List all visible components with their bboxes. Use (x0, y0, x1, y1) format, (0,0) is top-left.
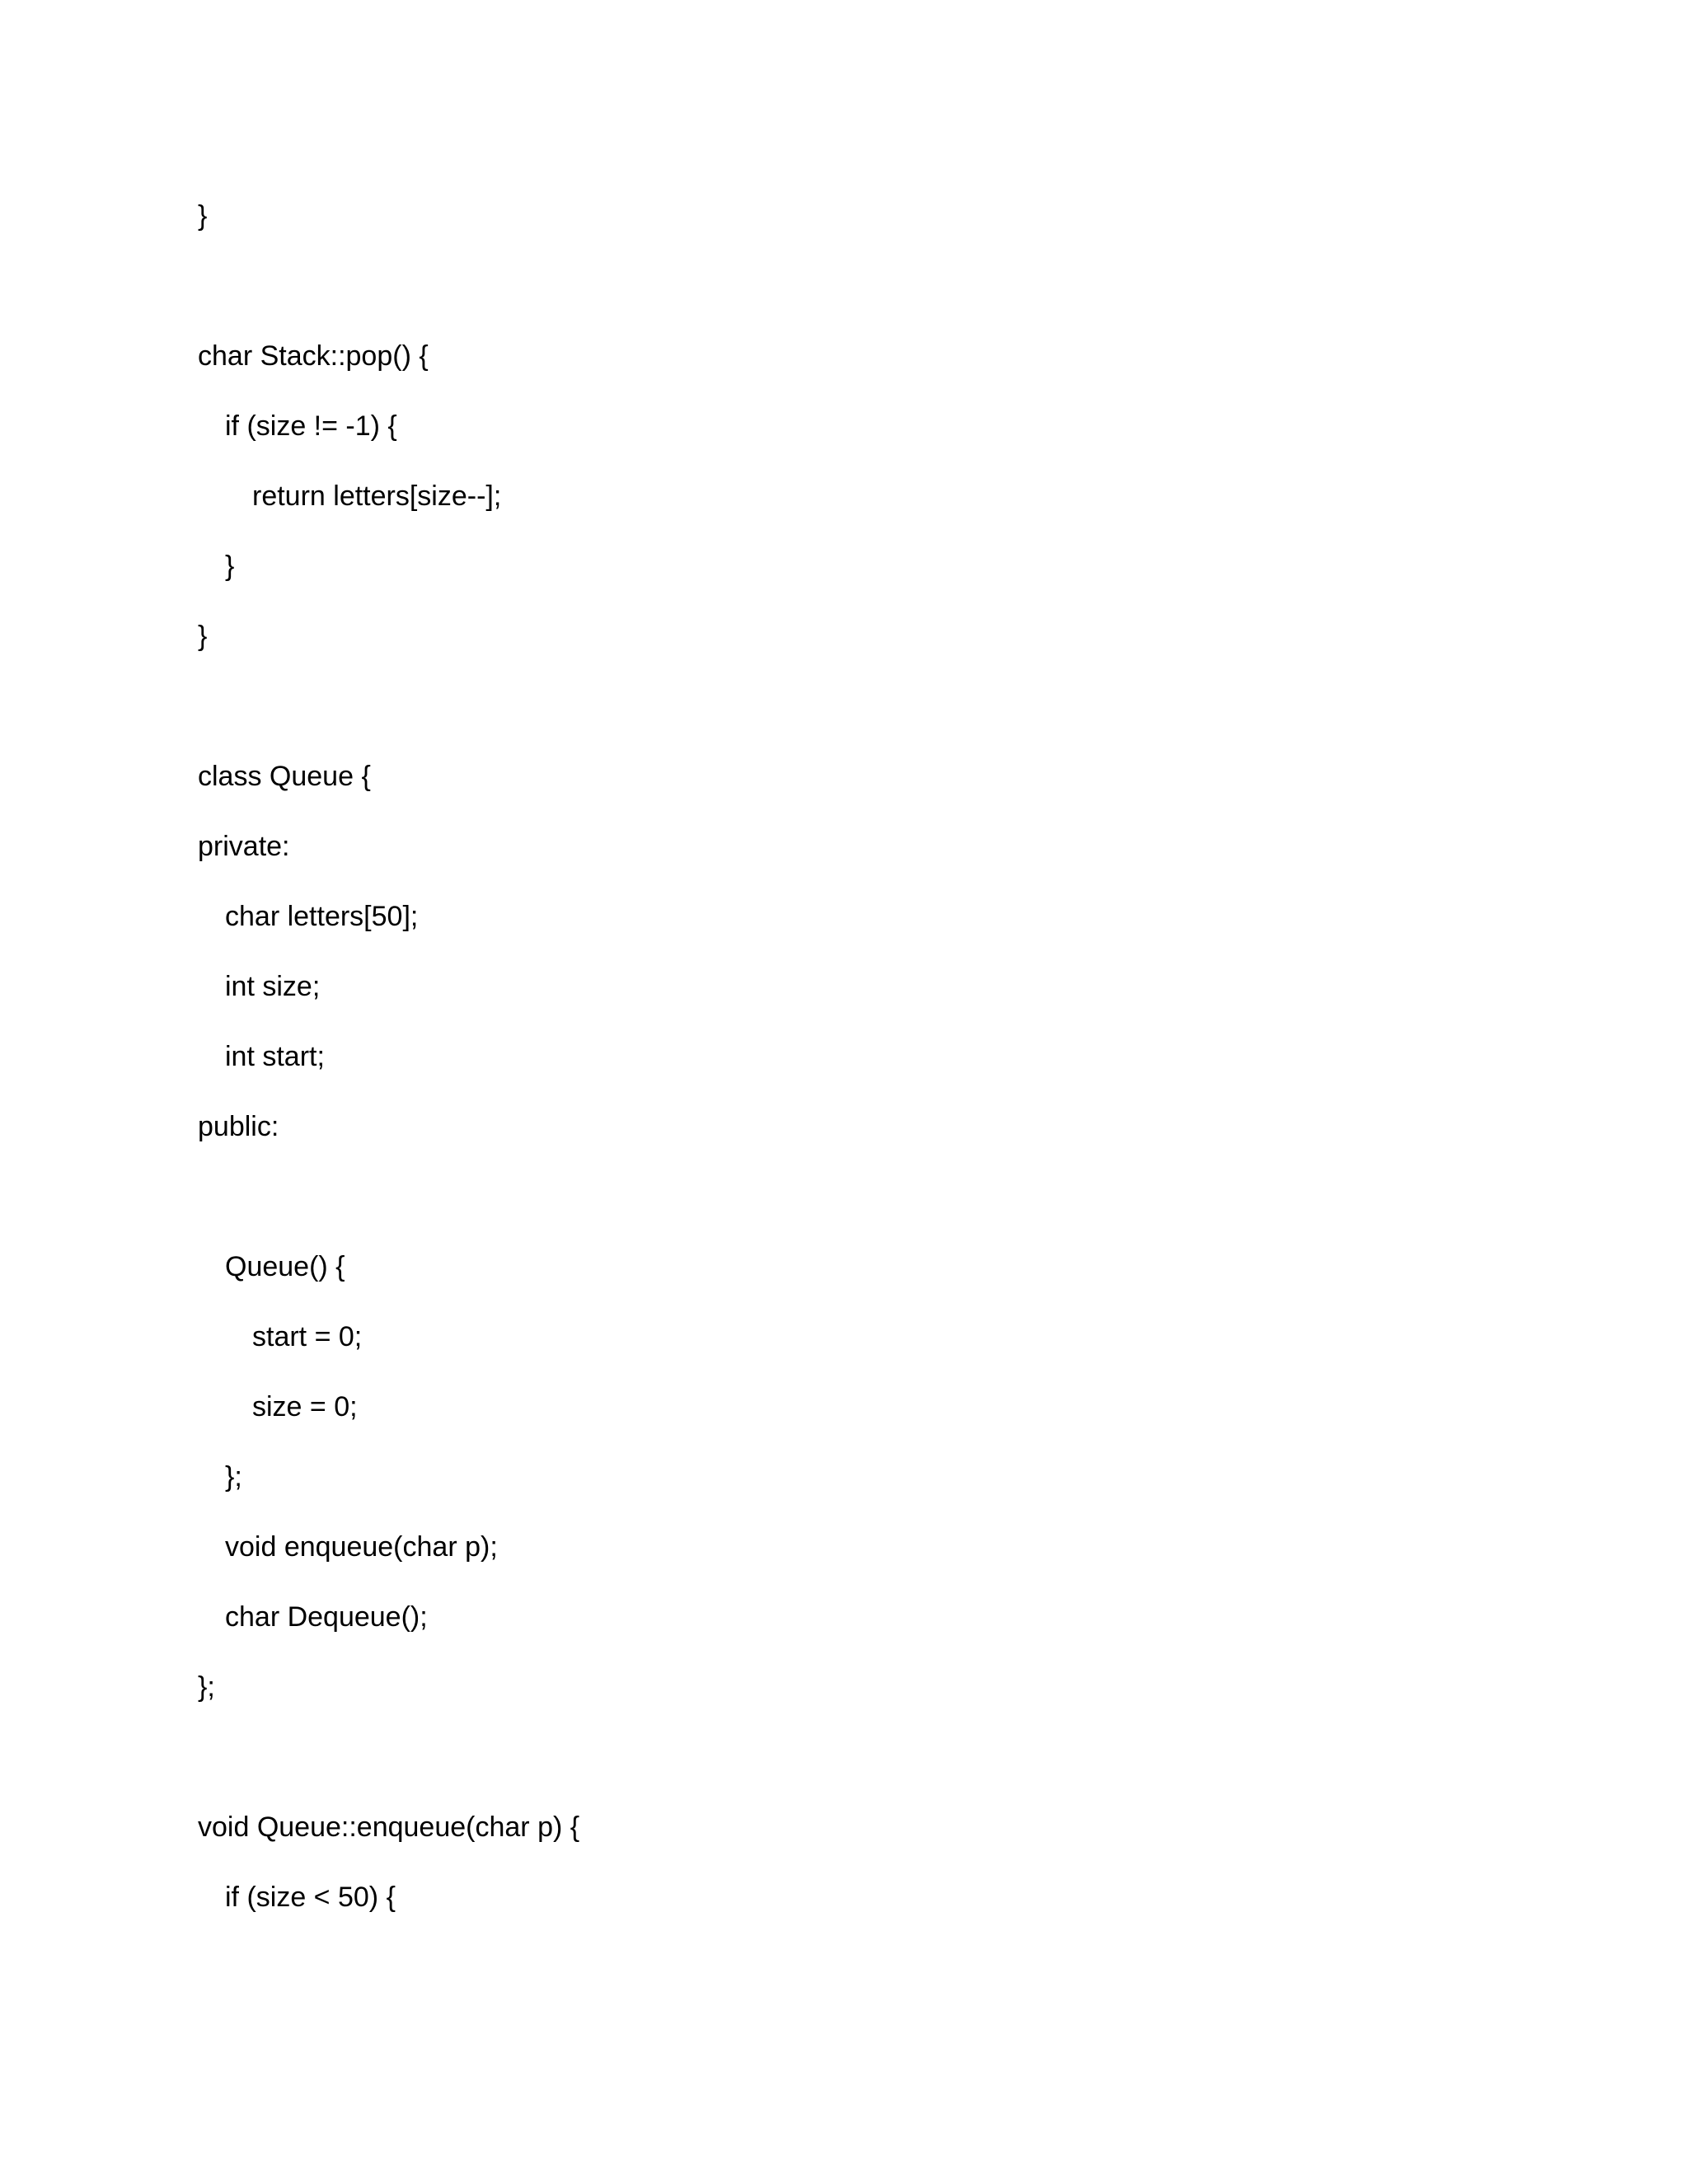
code-line: if (size != -1) { (225, 410, 397, 442)
code-line: public: (198, 1111, 279, 1142)
code-line: start = 0; (252, 1321, 363, 1352)
blank-line (198, 1162, 1517, 1232)
code-line: void Queue::enqueue(char p) { (198, 1811, 580, 1843)
code-line: private: (198, 831, 290, 862)
blank-line (198, 1722, 1517, 1793)
code-line: } (198, 621, 208, 652)
code-line: void enqueue(char p); (225, 1531, 498, 1563)
code-line: }; (225, 1461, 242, 1493)
code-line: if (size < 50) { (225, 1882, 396, 1913)
code-line: char Stack::pop() { (198, 340, 429, 372)
code-block (198, 181, 1517, 1933)
blank-line (198, 251, 1517, 321)
code-line: } (225, 551, 235, 582)
code-line: } (198, 200, 208, 232)
code-line: int start; (225, 1041, 325, 1072)
code-line: class Queue { (198, 761, 371, 792)
code-line: int size; (225, 971, 321, 1002)
code-line: Queue() { (225, 1251, 345, 1282)
code-line: char letters[50]; (225, 901, 419, 932)
code-line: size = 0; (252, 1391, 358, 1422)
code-line: }; (198, 1671, 215, 1703)
code-line: return letters[size--]; (252, 480, 502, 512)
code-line: char Dequeue(); (225, 1601, 428, 1633)
blank-line (198, 672, 1517, 742)
